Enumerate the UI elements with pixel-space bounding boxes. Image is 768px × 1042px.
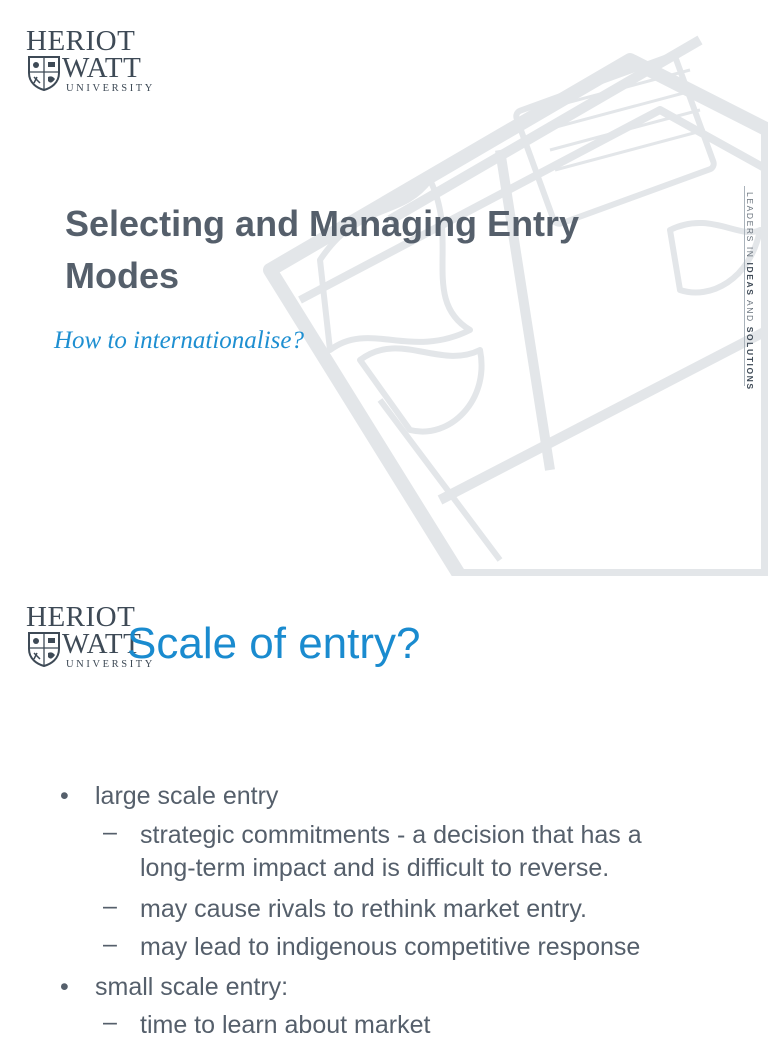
logo-word-university: UNIVERSITY <box>66 659 155 670</box>
list-item-text: large scale entry <box>95 782 279 810</box>
list-item-text: may lead to indigenous competitive response <box>140 933 641 961</box>
logo-word-watt: WATT <box>62 52 142 84</box>
list-item-text: strategic commitments - a decision that has a <box>140 821 642 849</box>
tagline-and: AND <box>745 296 755 327</box>
logo-word-watt: WATT <box>62 628 142 660</box>
tagline-solutions: SOLUTIONS <box>745 326 755 391</box>
dash-icon: – <box>103 930 117 958</box>
dash-icon: – <box>103 892 117 920</box>
list-item <box>60 779 279 813</box>
logo-word-heriot: HERIOT <box>26 25 136 57</box>
content-slide <box>0 576 768 1039</box>
logo-word-heriot: HERIOT <box>26 601 136 633</box>
list-item-text: long-term impact and is difficult to reverse. <box>140 854 610 882</box>
bullet-icon: • <box>60 782 69 810</box>
list-item-text: time to learn about market <box>140 1011 431 1039</box>
slide-title-line-1: Selecting and Managing Entry <box>65 203 580 244</box>
slide-title: Scale of entry? <box>127 619 421 668</box>
list-item <box>103 1008 431 1042</box>
list-item-text: may cause rivals to rethink market entry. <box>140 895 587 923</box>
heriot-watt-logo <box>26 27 166 97</box>
slide-title <box>65 198 705 302</box>
tagline-text <box>745 192 755 391</box>
bullet-icon: • <box>60 973 69 1001</box>
slide-title-line-2: Modes <box>65 255 180 296</box>
crest-icon <box>27 55 61 91</box>
logo-word-university: UNIVERSITY <box>66 83 155 94</box>
list-item-continuation <box>140 851 609 885</box>
dash-icon: – <box>103 1008 117 1036</box>
dash-icon: – <box>103 818 117 846</box>
tagline <box>744 186 756 391</box>
list-item <box>103 892 587 926</box>
tagline-ideas: IDEAS <box>745 262 755 297</box>
slide-subtitle: How to internationalise? <box>54 327 304 354</box>
list-item <box>60 970 289 1004</box>
bullet-list <box>0 576 768 1039</box>
list-item <box>103 818 642 852</box>
tagline-prefix: LEADERS IN <box>745 192 755 263</box>
list-item-text: small scale entry: <box>95 973 289 1001</box>
list-item <box>103 930 641 964</box>
